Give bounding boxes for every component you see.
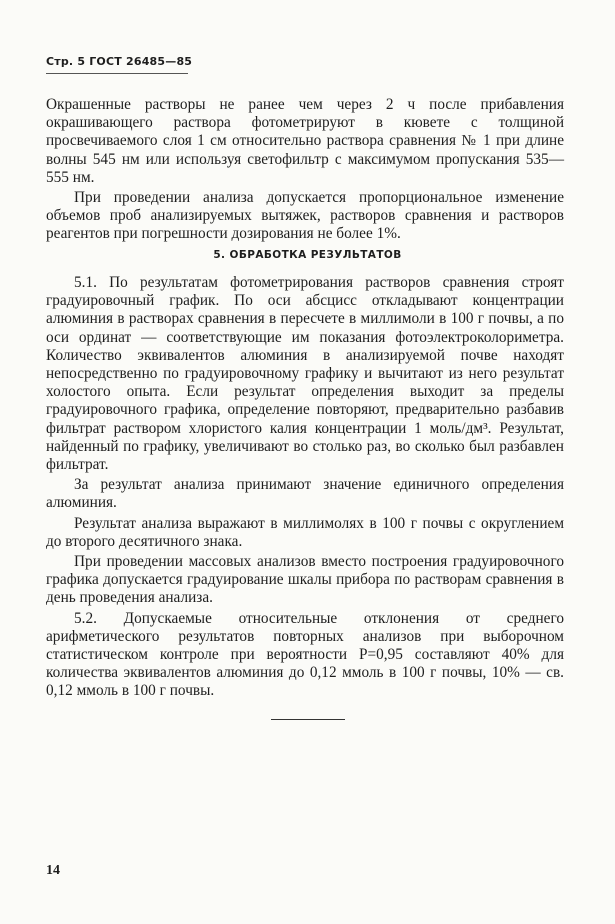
running-header: Стр. 5 ГОСТ 26485—85 [46,55,193,68]
end-rule [271,719,345,720]
paragraph-5-2: 5.2. Допускаемые относительные отклонения от среднего арифметического результатов повторных анализов при выборочном статистическом контроле при вероятности P=0,95 составляют 40% для количества эквивалентов алюминия до 0,12 ммоль в 100 г почвы, 10% — св. 0,12 ммоль в 100 г почвы. [46,609,564,700]
intro-block [46,96,564,244]
page-number: 14 [46,863,60,878]
paragraph-result-definition: За результат анализа принимают значение единичного определения алюминия. [46,476,564,512]
section-title: 5. ОБРАБОТКА РЕЗУЛЬТАТОВ [213,249,402,261]
paragraph-result-expression: Результат анализа выражают в миллимолях в 100 г почвы с округлением до второго десятичного знака. [46,514,564,550]
paragraph-photometry: Окрашенные растворы не ранее чем через 2 ч после прибавления окрашивающего раствора фотометрируют в кювете с толщиной просвечиваемого слоя 1 см относительно раствора сравнения № 1 при длине волны 545 нм или используя светофильтр с максимумом пропускания 535—555 нм. [46,96,564,186]
paragraph-mass-analysis: При проведении массовых анализов вместо построения градуировочного графика допускается градуирование шкалы прибора по растворам сравнения в день проведения анализа. [46,553,564,607]
paragraph-5-1: 5.1. По результатам фотометрирования растворов сравнения строят градуировочный график. По оси абсцисс откладывают концентрации алюминия в растворах сравнения в пересчете в миллимоли в 100 г почвы, а по оси ординат — соответствующие им показания фотоэлектроколориметра. Количество эквивалентов алюминия в анализируемой почве находят непосредственно по градуировочному графику и вычитают из него результат холостого опыта. Если результат определения выходит за пределы градуировочного графика, определение повторяют, предварительно разбавив фильтрат раствором хлористого калия концентрации 1 моль/дм³. Результат, найденный по графику, увеличивают во столько раз, во сколько был разбавлен фильтрат. [46,274,564,474]
section-body [46,274,564,701]
header-rule [46,73,188,74]
paragraph-proportional-change: При проведении анализа допускается пропорциональное изменение объемов проб анализируемых вытяжек, растворов сравнения и растворов реагентов при погрешности дозирования не более 1%. [46,189,564,243]
